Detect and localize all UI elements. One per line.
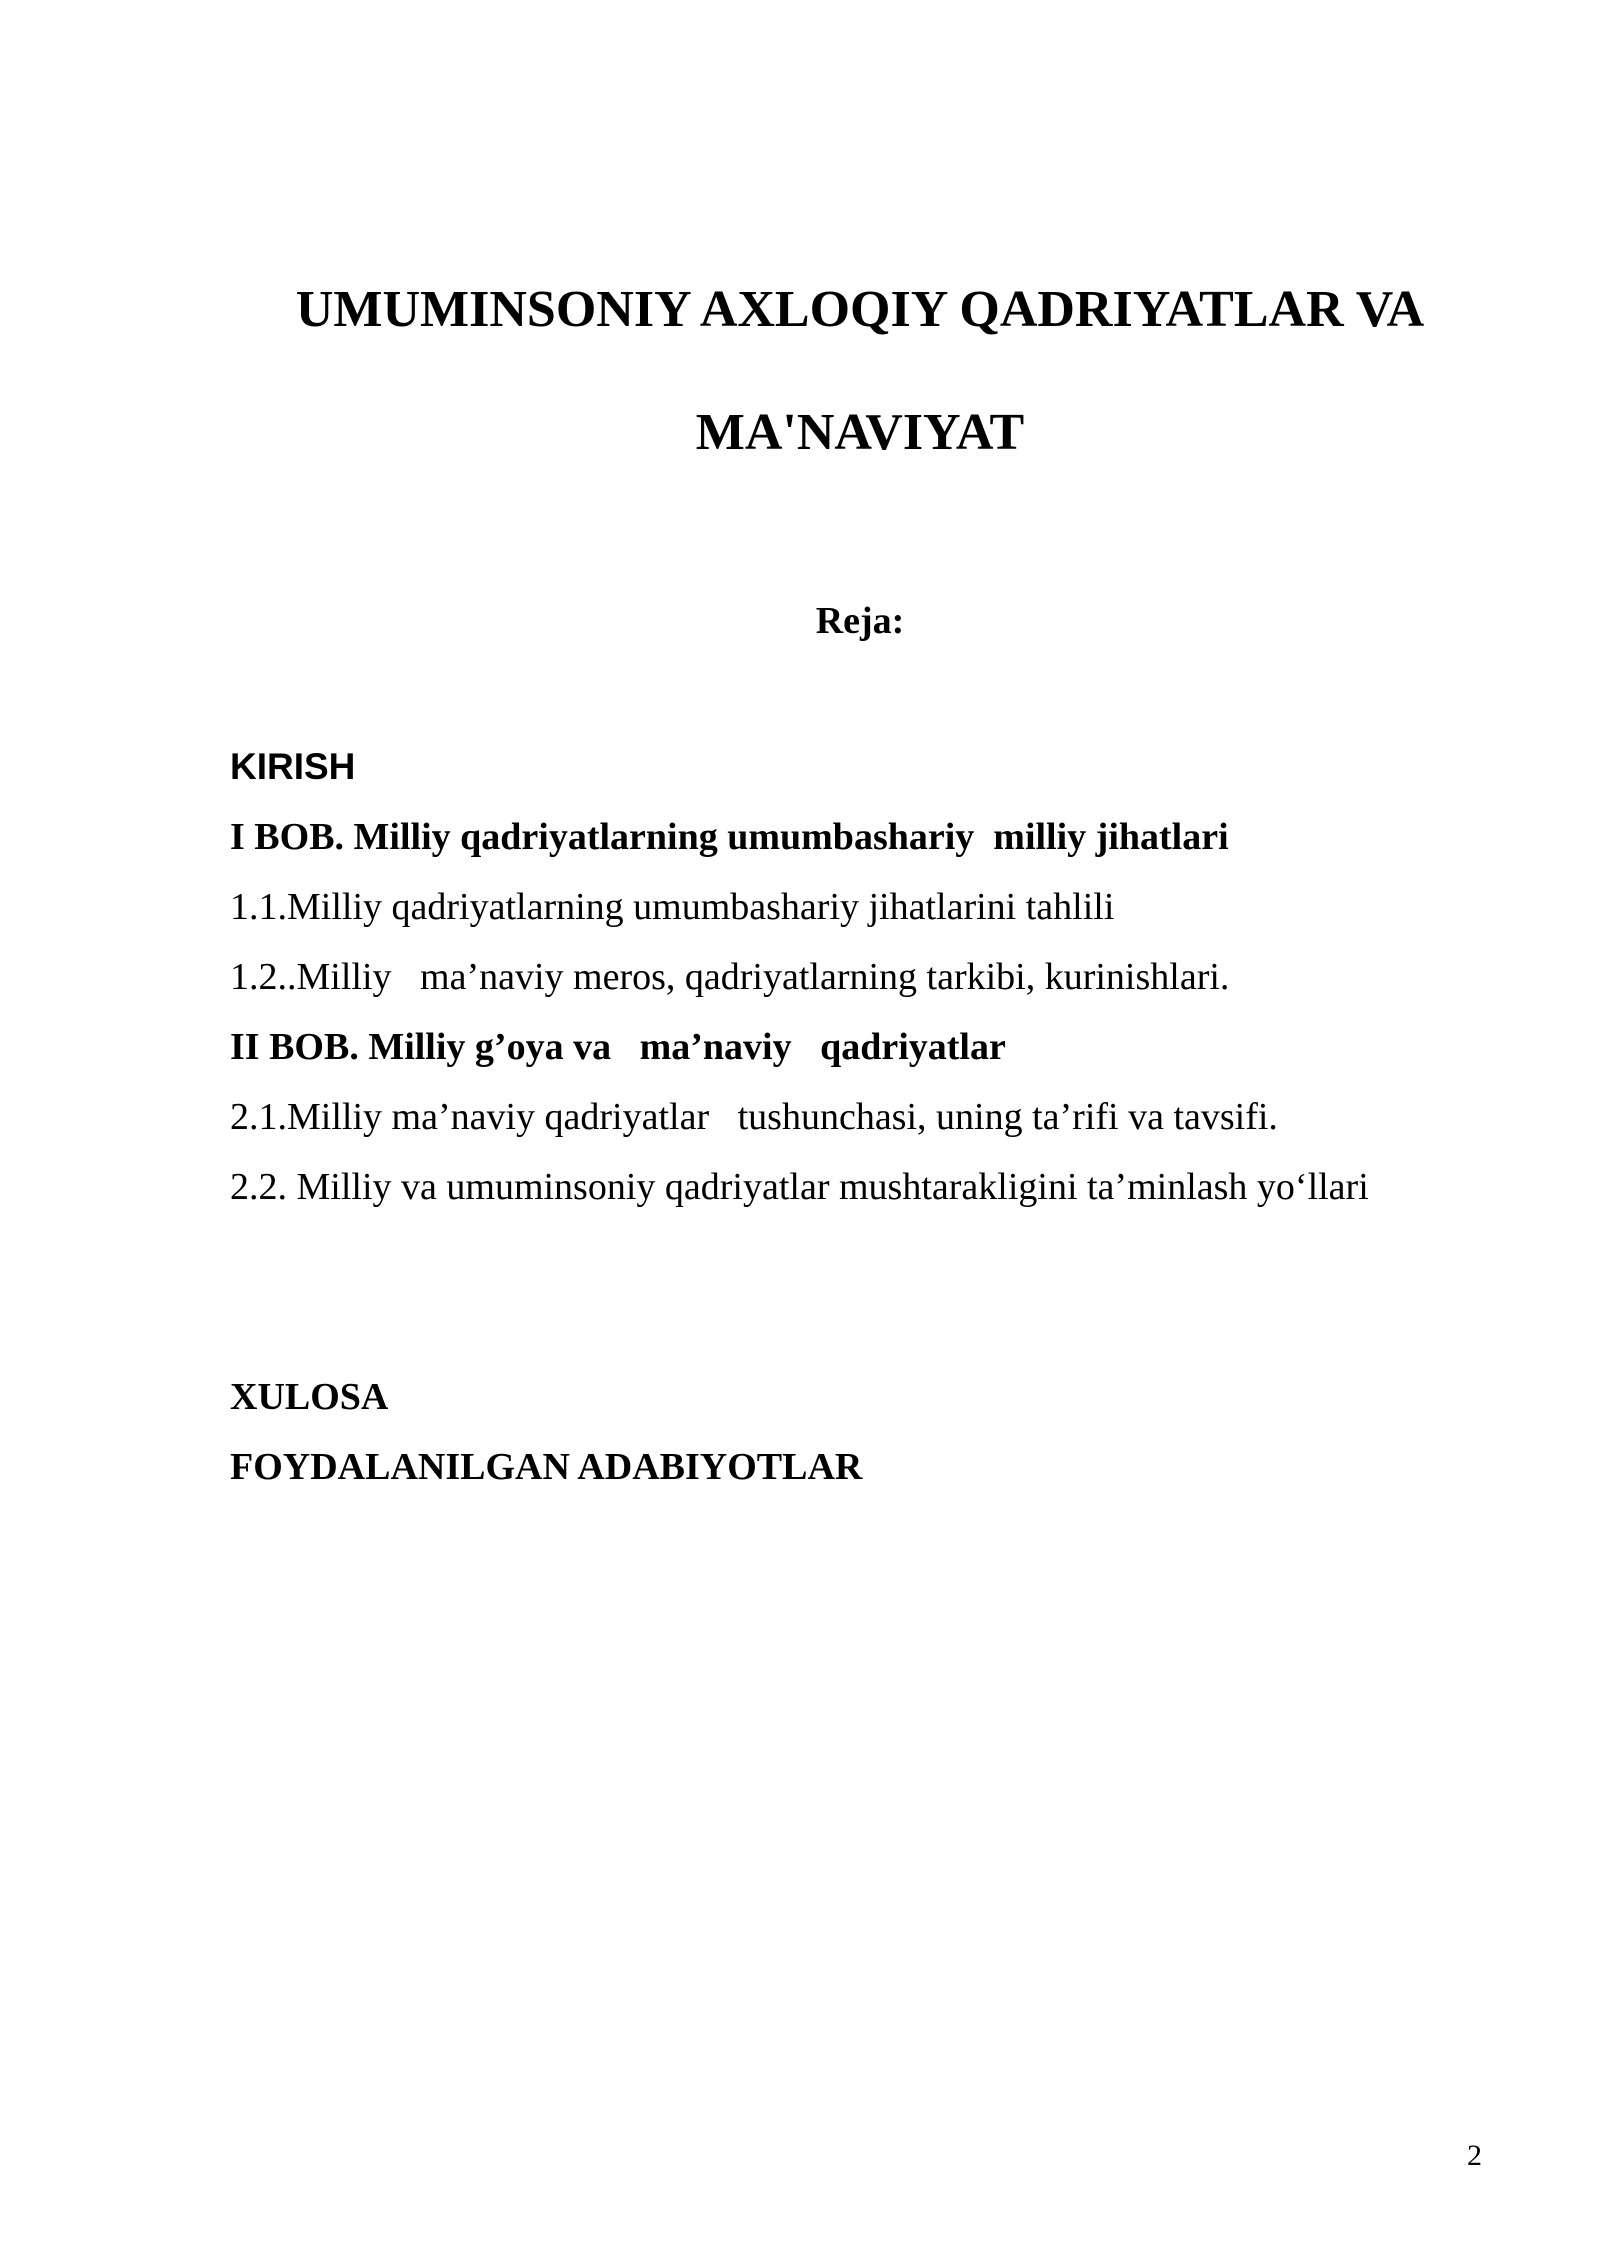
toc-item-references: FOYDALANILGAN ADABIYOTLAR (230, 1446, 863, 1488)
toc-item-chapter-1: I BOB. Milliy qadriyatlarning umumbashariy milliy jihatlari (230, 816, 1229, 858)
plan-heading: Reja: (815, 600, 905, 642)
toc-item-section-2-1: 2.1.Milliy ma’naviy qadriyatlar tushunchasi, uning ta’rifi va tavsifi. (230, 1096, 1278, 1138)
toc-item-section-1-2: 1.2..Milliy ma’naviy meros, qadriyatlarning tarkibi, kurinishlari. (230, 956, 1230, 998)
document-title-line-1: UMUMINSONIY AXLOQIY QADRIYATLAR VA (295, 281, 1425, 338)
toc-item-chapter-2: II BOB. Milliy g’oya va ma’naviy qadriyatlar (230, 1026, 1006, 1068)
toc-item-section-1-1: 1.1.Milliy qadriyatlarning umumbashariy jihatlarini tahlili (230, 886, 1115, 928)
document-title-line-2: MA'NAVIYAT (695, 404, 1025, 461)
toc-item-conclusion: XULOSA (230, 1376, 389, 1418)
page-number: 2 (1467, 2139, 1482, 2172)
table-of-contents (230, 732, 1530, 1502)
toc-spacer (230, 1222, 1530, 1362)
toc-item-intro: KIRISH (230, 746, 356, 787)
toc-item-section-2-2: 2.2. Milliy va umuminsoniy qadriyatlar mushtarakligini ta’minlash yo‘llari (230, 1166, 1369, 1208)
